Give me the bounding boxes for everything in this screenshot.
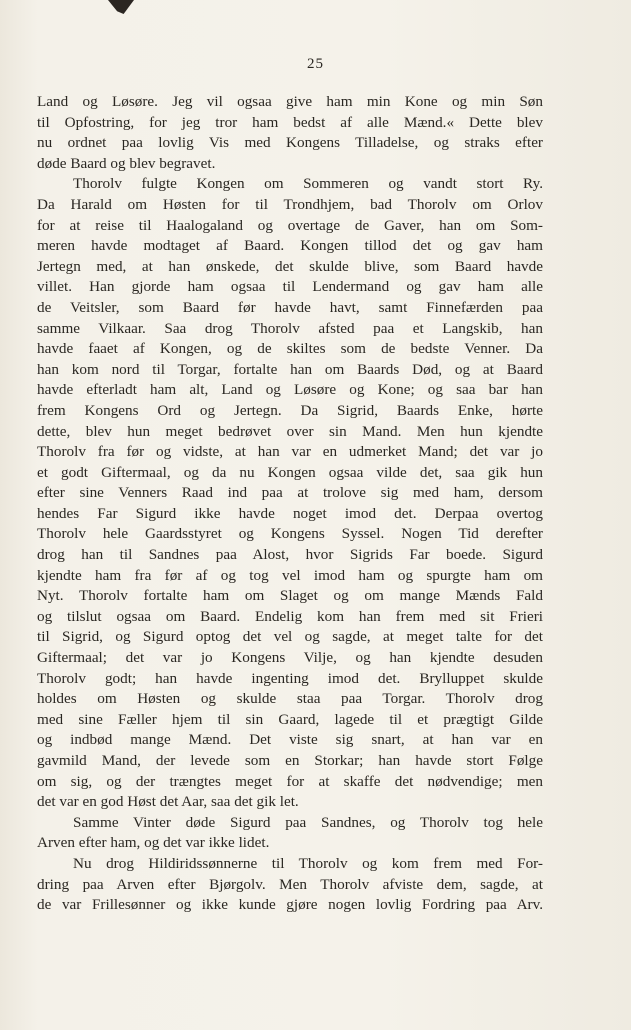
text-line: et godt Giftermaal, og da nu Kongen ogsaa vilde det, saa gik hun [37, 463, 543, 481]
text-line: om sig, og der trængtes meget for at skaffe det nødvendige; men [37, 772, 543, 790]
text-line: nu ordnet paa lovlig Vis med Kongens Tilladelse, og straks efter [37, 134, 543, 152]
text-line: dring paa Arven efter Bjørgolv. Men Thorolv afviste dem, sagde, at [37, 875, 543, 893]
text-line: med sine Fæller hjem til sin Gaard, lagede til et prægtigt Gilde [37, 710, 543, 728]
text-line: hendes Far Sigurd ikke havde noget imod det. Derpaa overtog [37, 504, 543, 522]
text-line: Arven efter ham, og det var ikke lidet. [37, 834, 270, 852]
text-line: gavmild Mand, der levede som en Storkar; han havde stort Følge [37, 752, 543, 769]
text-line: for at reise til Haalogaland og overtage de Gaver, han om Som- [37, 216, 543, 234]
text-line: Da Harald om Høsten for til Trondhjem, bad Thorolv om Orlov [37, 195, 543, 213]
text-line: kjendte ham fra før af og tog vel imod ham og spurgte ham om [37, 566, 543, 584]
text-line: havde efterladt ham alt, Land og Løsøre og Kone; og saa bar han [37, 381, 543, 399]
text-line: og indbød mange Mænd. Det viste sig snart, at han var en [37, 731, 543, 749]
corner-mark [108, 0, 134, 14]
text-line: drog han til Sandnes paa Alost, hvor Sigrids Far boede. Sigurd [37, 546, 543, 564]
text-line: og tilslut ogsaa om Baard. Endelig kom han frem med sit Frieri [37, 607, 543, 625]
text-line: det var en god Høst det Aar, saa det gik let. [37, 793, 299, 811]
text-line: han kom nord til Torgar, fortalte han om Baards Død, og at Baard [37, 360, 543, 378]
text-line: Thorolv hele Gaardsstyret og Kongens Syssel. Nogen Tid derefter [37, 525, 543, 543]
text-line: holdes om Høsten og skulde staa paa Torgar. Thorolv drog [37, 690, 543, 708]
text-line: efter sine Venners Raad ind paa at trolove sig med ham, dersom [37, 484, 543, 502]
text-line: Nu drog Hildiridssønnerne til Thorolv og kom frem med For- [73, 854, 543, 872]
text-line: til Sigrid, og Sigurd optog det vel og sagde, at meget talte for det [37, 628, 543, 646]
text-line: Jertegn med, at han ønskede, det skulde blive, som Baard havde [37, 257, 543, 275]
body-text [37, 92, 543, 916]
text-line: døde Baard og blev begravet. [37, 154, 216, 172]
text-line: Thorolv fulgte Kongen om Sommeren og vandt stort Ry. [73, 175, 543, 193]
page-number: 25 [307, 56, 324, 72]
text-line: Giftermaal; det var jo Kongens Vilje, og han kjendte desuden [37, 649, 543, 667]
text-line: villet. Han gjorde ham ogsaa til Lendermand og gav ham alle [37, 278, 543, 296]
text-line: Thorolv fra før og vidste, at han var en udmerket Mand; det var jo [37, 443, 543, 461]
text-line: Samme Vinter døde Sigurd paa Sandnes, og Thorolv tog hele [73, 813, 543, 831]
text-line: Thorolv godt; han havde ingenting imod det. Brylluppet skulde [37, 669, 543, 687]
text-line: havde faaet af Kongen, og de skiltes som de bedste Venner. Da [37, 340, 543, 358]
text-line: de Veitsler, som Baard før havde havt, samt Finnefærden paa [37, 298, 543, 316]
text-line: samme Vilkaar. Saa drog Thorolv afsted paa et Langskib, han [37, 319, 543, 337]
text-line: meren havde modtaget af Baard. Kongen tillod det og gav ham [37, 237, 543, 255]
text-line: frem Kongens Ord og Jertegn. Da Sigrid, Baards Enke, hørte [37, 401, 543, 419]
text-line: de var Frillesønner og ikke kunde gjøre nogen lovlig Fordring paa Arv. [37, 896, 543, 914]
text-line: Land og Løsøre. Jeg vil ogsaa give ham min Kone og min Søn [37, 93, 543, 110]
text-line: Nyt. Thorolv fortalte ham om Slaget og om mange Mænds Fald [37, 587, 543, 605]
text-line: dette, blev hun meget bedrøvet over sin Mand. Men hun kjendte [37, 422, 543, 440]
text-line: til Opfostring, for jeg tror ham bedst af alle Mænd.« Dette blev [37, 113, 543, 131]
